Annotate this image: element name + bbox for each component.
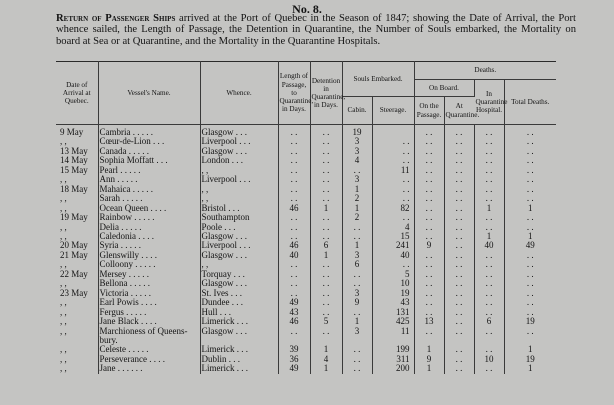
cell-steerage: 10	[372, 279, 414, 288]
cell-detention: . .	[310, 232, 342, 241]
cell-quarantine: . .	[444, 241, 474, 250]
cell-passage: 1	[414, 345, 444, 354]
cell-cabin: 19	[342, 125, 372, 138]
cell-whence: London . . .	[200, 156, 278, 165]
cell-date: , ,	[56, 232, 98, 241]
cell-date: , ,	[56, 204, 98, 213]
cell-total: 1	[528, 230, 533, 241]
cell-steerage: 15	[372, 232, 414, 241]
cell-cabin: . .	[342, 223, 372, 232]
cell-cabin: 2	[342, 213, 372, 222]
cell-quarantine: . .	[444, 125, 474, 138]
cell-passage: . .	[414, 204, 444, 213]
cell-hospital: . .	[474, 279, 504, 288]
cell-detention: . .	[310, 308, 342, 317]
header-in-hospital: In Quarantine Hospital.	[474, 80, 504, 125]
cell-hospital: 40	[474, 241, 504, 250]
cell-detention: 1	[310, 364, 342, 373]
cell-detention: . .	[310, 137, 342, 146]
cell-total: 1	[528, 363, 533, 374]
cell-length: . .	[278, 279, 310, 288]
cell-quarantine: . .	[444, 251, 474, 260]
cell-hospital: . .	[474, 156, 504, 165]
cell-steerage: . .	[372, 185, 414, 194]
cell-detention: . .	[310, 166, 342, 175]
cell-vessel: Fergus . . . . .	[98, 308, 200, 317]
cell-passage: . .	[414, 166, 444, 175]
cell-length: . .	[278, 194, 310, 203]
cell-cabin: . .	[342, 232, 372, 241]
cell-date: , ,	[56, 279, 98, 288]
cell-passage: . .	[414, 289, 444, 298]
cell-date: , ,	[56, 194, 98, 203]
cell-cabin: . .	[342, 345, 372, 354]
cell-vessel: Syria . . . . .	[98, 241, 200, 250]
cell-hospital: . .	[474, 137, 504, 146]
cell-detention: . .	[310, 270, 342, 279]
table-row	[56, 327, 556, 336]
cell-date: 15 May	[56, 166, 98, 175]
cell-cabin: 1	[342, 241, 372, 250]
cell-passage: . .	[414, 125, 444, 138]
cell-detention: 1	[310, 345, 342, 354]
header-vessel: Vessel's Name.	[98, 62, 200, 125]
cell-whence: Liverpool . . .	[200, 137, 278, 146]
cell-quarantine: . .	[444, 156, 474, 165]
cell-detention: . .	[310, 175, 342, 184]
cell-passage: 9	[414, 355, 444, 364]
cell-whence: Torquay . . .	[200, 270, 278, 279]
cell-steerage: 82	[372, 204, 414, 213]
cell-quarantine: . .	[444, 213, 474, 222]
cell-whence: St. Ives . . .	[200, 289, 278, 298]
cell-passage: 9	[414, 241, 444, 250]
cell-quarantine: . .	[444, 298, 474, 307]
cell-steerage: 199	[372, 345, 414, 354]
cell-whence: , ,	[200, 185, 278, 194]
cell-date: 23 May	[56, 289, 98, 298]
cell-length: 49	[278, 364, 310, 373]
cell-passage: . .	[414, 147, 444, 156]
cell-steerage: 4	[372, 223, 414, 232]
header-at-quarantine: At Quarantine.	[444, 97, 474, 125]
cell-detention: . .	[310, 260, 342, 269]
cell-total: . .	[526, 306, 534, 317]
cell-cabin: 3	[342, 327, 372, 336]
cell-detention: . .	[310, 298, 342, 307]
cell-hospital: . .	[474, 327, 504, 336]
cell-cabin: 3	[342, 289, 372, 298]
cell-length: . .	[278, 166, 310, 175]
cell-detention: . .	[310, 289, 342, 298]
cell-detention: . .	[310, 125, 342, 138]
cell-hospital: . .	[474, 308, 504, 317]
cell-steerage: 11	[372, 327, 414, 336]
cell-vessel: Sophia Moffatt . . .	[98, 156, 200, 165]
cell-length: 49	[278, 298, 310, 307]
cell-passage: . .	[414, 308, 444, 317]
cell-hospital: . .	[474, 223, 504, 232]
cell-quarantine: . .	[444, 223, 474, 232]
cell-length: . .	[278, 137, 310, 146]
cell-total: . .	[526, 297, 534, 308]
cell-vessel: Colloony . . . . .	[98, 260, 200, 269]
cell-length: . .	[278, 156, 310, 165]
document-title	[56, 13, 576, 47]
cell-length: . .	[278, 147, 310, 156]
cell-detention: . .	[310, 194, 342, 203]
cell-length: . .	[278, 213, 310, 222]
cell-detention: . .	[310, 327, 342, 336]
cell-hospital: . .	[474, 289, 504, 298]
cell-steerage: 43	[372, 298, 414, 307]
cell-cabin: . .	[342, 355, 372, 364]
cell-total: . .	[526, 259, 534, 270]
cell-quarantine: . .	[444, 166, 474, 175]
cell-quarantine: . .	[444, 327, 474, 336]
cell-length: . .	[278, 175, 310, 184]
cell-cabin: 1	[342, 317, 372, 326]
cell-steerage: 311	[372, 355, 414, 364]
cell-hospital: . .	[474, 345, 504, 354]
cell-vessel: Jane . . . . . .	[98, 364, 200, 373]
cell-total: . .	[526, 278, 534, 289]
cell-quarantine: . .	[444, 147, 474, 156]
cell-date: 21 May	[56, 251, 98, 260]
cell-length: . .	[278, 125, 310, 138]
cell-total: 19	[525, 316, 535, 327]
cell-whence: Dundee . . .	[200, 298, 278, 307]
cell-passage: . .	[414, 223, 444, 232]
cell-hospital: . .	[474, 364, 504, 373]
cell-quarantine: . .	[444, 175, 474, 184]
cell-total: . .	[526, 155, 534, 166]
cell-length: 46	[278, 317, 310, 326]
cell-quarantine: . .	[444, 232, 474, 241]
cell-passage: . .	[414, 251, 444, 260]
cell-length: . .	[278, 223, 310, 232]
cell-passage: . .	[414, 298, 444, 307]
cell-whence: Hull . . .	[200, 308, 278, 317]
cell-vessel: Mersey . . . . .	[98, 270, 200, 279]
cell-vessel: Bellona . . . . .	[98, 279, 200, 288]
cell-whence: Glasgow . . .	[200, 147, 278, 156]
cell-total: . .	[526, 325, 534, 336]
cell-vessel: Victoria . . . . .	[98, 289, 200, 298]
cell-whence: Glasgow . . .	[200, 327, 278, 336]
cell-steerage: 200	[372, 364, 414, 373]
cell-length: . .	[278, 260, 310, 269]
cell-length: . .	[278, 289, 310, 298]
cell-hospital: . .	[474, 194, 504, 203]
header-on-board: On Board.	[414, 80, 474, 97]
cell-vessel: Canada . . . . .	[98, 147, 200, 156]
cell-cabin: 3	[342, 137, 372, 146]
cell-date: , ,	[56, 308, 98, 317]
cell-detention: . .	[310, 185, 342, 194]
cell-whence: Limerick . . .	[200, 317, 278, 326]
cell-whence: Glasgow . . .	[200, 279, 278, 288]
cell-date: , ,	[56, 137, 98, 146]
cell-hospital: . .	[474, 213, 504, 222]
cell-steerage: . .	[372, 137, 414, 146]
cell-whence: Glasgow . . .	[200, 251, 278, 260]
cell-detention: 4	[310, 355, 342, 364]
cell-date: , ,	[56, 317, 98, 326]
cell-whence: Limerick . . .	[200, 345, 278, 354]
cell-total: . .	[526, 221, 534, 232]
cell-total: . .	[526, 136, 534, 147]
cell-total: . .	[526, 183, 534, 194]
cell-total: . .	[526, 164, 534, 175]
cell-steerage: 40	[372, 251, 414, 260]
cell-date: 22 May	[56, 270, 98, 279]
cell-quarantine: . .	[444, 270, 474, 279]
cell-length: 46	[278, 241, 310, 250]
cell-date: , ,	[56, 345, 98, 354]
cell-steerage: 19	[372, 289, 414, 298]
cell-vessel: Celeste . . . . .	[98, 345, 200, 354]
cell-passage: . .	[414, 194, 444, 203]
cell-cabin: 9	[342, 298, 372, 307]
cell-passage: 13	[414, 317, 444, 326]
header-whence: Whence.	[200, 62, 278, 125]
cell-detention: . .	[310, 213, 342, 222]
cell-vessel: Mahaica . . . . .	[98, 185, 200, 194]
cell-whence: Bristol . . .	[200, 204, 278, 213]
cell-passage: . .	[414, 327, 444, 336]
cell-cabin: 1	[342, 185, 372, 194]
cell-hospital: 6	[474, 317, 504, 326]
cell-quarantine: . .	[444, 345, 474, 354]
header-total: Total Deaths.	[504, 80, 556, 125]
cell-date: , ,	[56, 327, 98, 336]
cell-steerage: 5	[372, 270, 414, 279]
cell-detention: . .	[310, 156, 342, 165]
cell-passage: . .	[414, 175, 444, 184]
cell-passage: . .	[414, 260, 444, 269]
cell-steerage: . .	[372, 147, 414, 156]
cell-passage: 1	[414, 364, 444, 373]
cell-cabin: 3	[342, 175, 372, 184]
cell-whence: Limerick . . .	[200, 364, 278, 373]
cell-quarantine: . .	[444, 204, 474, 213]
cell-quarantine: . .	[444, 355, 474, 364]
cell-vessel: bury.	[98, 336, 200, 345]
cell-cabin: . .	[342, 166, 372, 175]
cell-vessel: Ocean Queen . . . .	[98, 204, 200, 213]
cell-vessel: Sarah . . . . .	[98, 194, 200, 203]
cell-hospital: 10	[474, 355, 504, 364]
cell-length: . .	[278, 327, 310, 336]
cell-whence: Southampton	[200, 213, 278, 222]
cell-hospital: . .	[474, 260, 504, 269]
cell-whence: , ,	[200, 166, 278, 175]
cell-total: . .	[526, 145, 534, 156]
cell-hospital: . .	[474, 166, 504, 175]
cell-length: . .	[278, 185, 310, 194]
cell-length: 36	[278, 355, 310, 364]
cell-date: 13 May	[56, 147, 98, 156]
cell-quarantine: . .	[444, 260, 474, 269]
cell-steerage: 241	[372, 241, 414, 250]
header-detention: Detention in Quarantine, in Days.	[310, 62, 342, 125]
cell-passage: . .	[414, 232, 444, 241]
cell-hospital: 1	[474, 204, 504, 213]
cell-vessel: Jane Black . . . .	[98, 317, 200, 326]
cell-hospital: . .	[474, 185, 504, 194]
header-steerage: Steerage.	[372, 97, 414, 125]
cell-cabin: 4	[342, 156, 372, 165]
cell-vessel: Marchioness of Queens-	[98, 327, 200, 336]
passenger-ships-table	[56, 61, 556, 374]
cell-detention: 1	[310, 251, 342, 260]
cell-total: 49	[525, 240, 535, 251]
header-date: Date of Arrival at Quebec.	[56, 62, 98, 125]
cell-hospital: . .	[474, 251, 504, 260]
cell-total: . .	[526, 127, 534, 137]
cell-quarantine: . .	[444, 185, 474, 194]
header-deaths: Deaths.	[414, 62, 556, 80]
cell-detention: 6	[310, 241, 342, 250]
cell-cabin: . .	[342, 279, 372, 288]
cell-date: , ,	[56, 355, 98, 364]
cell-length: . .	[278, 232, 310, 241]
cell-whence: Glasgow . . .	[200, 125, 278, 138]
table-row	[56, 364, 556, 373]
cell-date: 18 May	[56, 185, 98, 194]
header-on-passage: On the Passage.	[414, 97, 444, 125]
cell-date: , ,	[56, 260, 98, 269]
cell-cabin: 3	[342, 251, 372, 260]
cell-date: 9 May	[56, 125, 98, 138]
cell-total: . .	[526, 268, 534, 279]
cell-whence: Dublin . . .	[200, 355, 278, 364]
cell-detention: . .	[310, 279, 342, 288]
cell-steerage: . .	[372, 175, 414, 184]
cell-vessel: Cœur-de-Lion . . .	[98, 137, 200, 146]
cell-whence: Poole . . .	[200, 223, 278, 232]
cell-length: 39	[278, 345, 310, 354]
header-souls: Souls Embarked.	[342, 62, 414, 97]
cell-date: 20 May	[56, 241, 98, 250]
cell-steerage: 131	[372, 308, 414, 317]
cell-steerage: . .	[372, 260, 414, 269]
cell-total: 1	[528, 344, 533, 355]
cell-date: , ,	[56, 175, 98, 184]
cell-steerage: 425	[372, 317, 414, 326]
title-lead: Return of Passenger Ships	[56, 13, 176, 24]
cell-date: , ,	[56, 364, 98, 373]
cell-hospital: . .	[474, 125, 504, 138]
cell-whence: , ,	[200, 194, 278, 203]
cell-total: . .	[526, 193, 534, 204]
cell-passage: . .	[414, 213, 444, 222]
cell-cabin: . .	[342, 364, 372, 373]
cell-quarantine: . .	[444, 308, 474, 317]
cell-length: . .	[278, 270, 310, 279]
cell-quarantine: . .	[444, 364, 474, 373]
cell-cabin: 2	[342, 194, 372, 203]
cell-vessel: Pearl . . . . .	[98, 166, 200, 175]
cell-vessel: Ann . . . . .	[98, 175, 200, 184]
cell-total: . .	[526, 174, 534, 185]
cell-steerage: 11	[372, 166, 414, 175]
cell-quarantine: . .	[444, 289, 474, 298]
cell-quarantine: . .	[444, 317, 474, 326]
cell-total: 1	[528, 202, 533, 213]
cell-cabin: . .	[342, 270, 372, 279]
cell-date: , ,	[56, 223, 98, 232]
cell-hospital: . .	[474, 147, 504, 156]
header-cabin: Cabin.	[342, 97, 372, 125]
cell-length: 40	[278, 251, 310, 260]
cell-vessel: Cambria . . . . .	[98, 125, 200, 138]
cell-detention: 5	[310, 317, 342, 326]
cell-length: 43	[278, 308, 310, 317]
cell-hospital: . .	[474, 175, 504, 184]
cell-cabin: . .	[342, 308, 372, 317]
cell-total: . .	[526, 249, 534, 260]
cell-passage: . .	[414, 156, 444, 165]
cell-vessel: Perseverance . . . .	[98, 355, 200, 364]
cell-passage: . .	[414, 137, 444, 146]
cell-date: 19 May	[56, 213, 98, 222]
cell-hospital: 1	[474, 232, 504, 241]
header-length: Length of Passage, to Quarantine, in Days.	[278, 62, 310, 125]
cell-steerage: . .	[372, 156, 414, 165]
cell-total: . .	[526, 287, 534, 298]
cell-total: . .	[526, 212, 534, 223]
cell-steerage: . .	[372, 194, 414, 203]
cell-vessel: Rainbow . . . . .	[98, 213, 200, 222]
cell-vessel: Caledonia . . . .	[98, 232, 200, 241]
cell-whence: Liverpool . . .	[200, 241, 278, 250]
cell-vessel: Glenswilly . . . .	[98, 251, 200, 260]
cell-detention: . .	[310, 147, 342, 156]
cell-passage: . .	[414, 270, 444, 279]
cell-whence: Liverpool . . .	[200, 175, 278, 184]
cell-cabin: 1	[342, 204, 372, 213]
cell-cabin: 3	[342, 147, 372, 156]
cell-passage: . .	[414, 279, 444, 288]
cell-total: 19	[525, 353, 535, 364]
cell-detention: 1	[310, 204, 342, 213]
cell-passage: . .	[414, 185, 444, 194]
cell-whence: Glasgow . . .	[200, 232, 278, 241]
cell-whence: , ,	[200, 260, 278, 269]
cell-date: , ,	[56, 298, 98, 307]
cell-hospital: . .	[474, 270, 504, 279]
page-number: No. 8.	[292, 2, 322, 16]
title-text: arrived at the Port of Quebec in the Season of 1847; showing the Date of Arrival, the Port whence sailed, the Length of Passage, the Detention in Quarantine, the Number of Souls embarked, the Mortality on board at Sea or at Quarantine, and the Mortality in the Quarantine Hospitals.	[56, 13, 576, 47]
cell-vessel: Earl Powis . . . .	[98, 298, 200, 307]
cell-steerage: . .	[372, 213, 414, 222]
cell-quarantine: . .	[444, 279, 474, 288]
cell-hospital: . .	[474, 298, 504, 307]
cell-detention: . .	[310, 223, 342, 232]
cell-cabin: 6	[342, 260, 372, 269]
cell-quarantine: . .	[444, 194, 474, 203]
cell-vessel: Delia . . . . .	[98, 223, 200, 232]
cell-length: 46	[278, 204, 310, 213]
cell-date: 14 May	[56, 156, 98, 165]
cell-quarantine: . .	[444, 137, 474, 146]
